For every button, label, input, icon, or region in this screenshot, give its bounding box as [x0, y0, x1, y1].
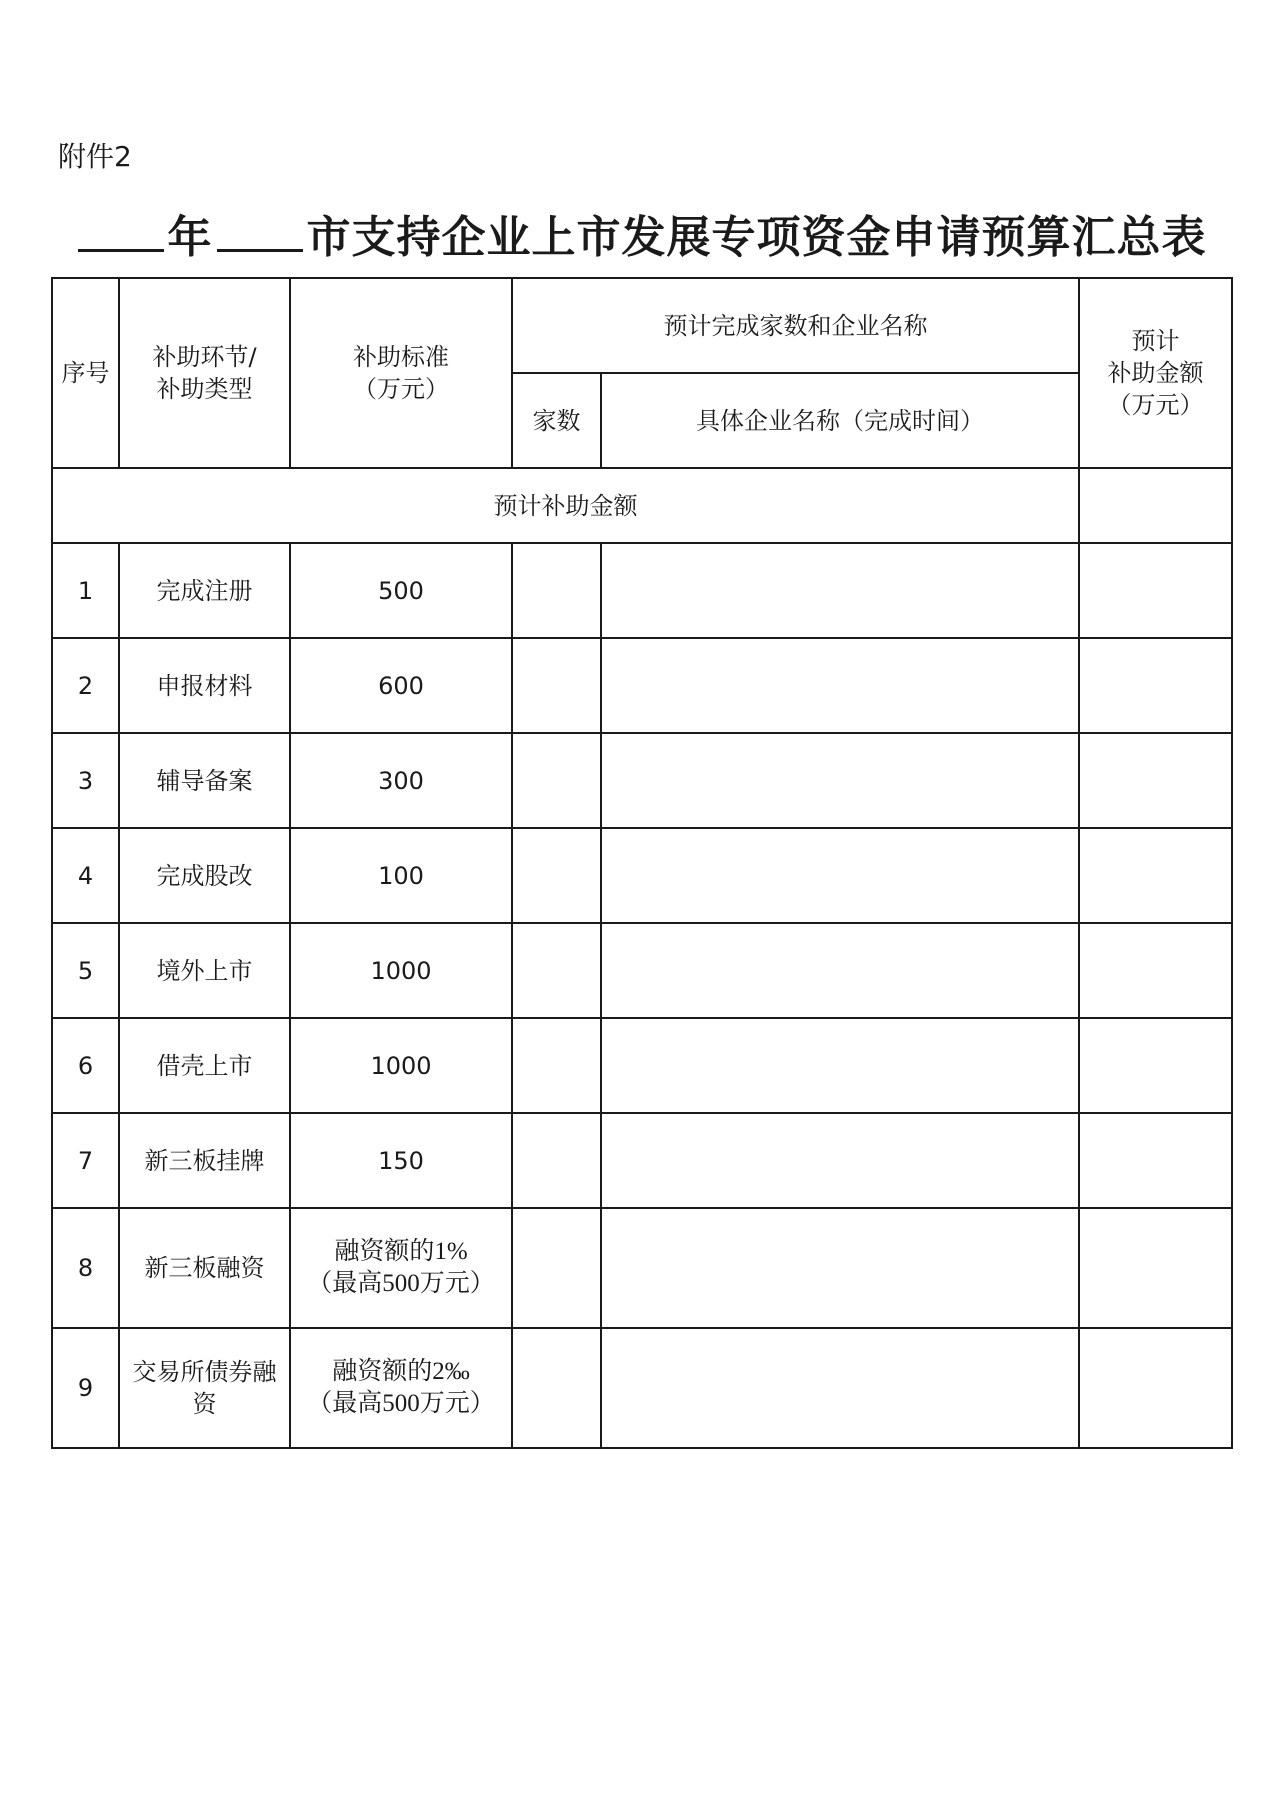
total-row	[52, 468, 1232, 543]
row-count-cell[interactable]	[512, 1113, 601, 1208]
header-company-names: 具体企业名称（完成时间）	[601, 373, 1079, 468]
row-amount-cell[interactable]	[1079, 1328, 1232, 1448]
header-amount-line3: （万元）	[1107, 391, 1204, 419]
row-type: 申报材料	[119, 638, 290, 733]
row-type	[119, 1328, 290, 1448]
row-amount-cell[interactable]	[1079, 543, 1232, 638]
table-row	[52, 543, 1232, 638]
row-company-cell[interactable]	[601, 828, 1079, 923]
row-type: 完成注册	[119, 543, 290, 638]
table-row	[52, 638, 1232, 733]
row-company-cell[interactable]	[601, 733, 1079, 828]
row-index: 2	[52, 638, 119, 733]
row-company-cell[interactable]	[601, 1113, 1079, 1208]
row-type-line2: 资	[192, 1390, 217, 1418]
row-standard-line2: （最高500万元）	[307, 1270, 495, 1297]
row-standard: 1000	[290, 923, 512, 1018]
header-type	[119, 278, 290, 468]
table-row	[52, 733, 1232, 828]
row-type-line1: 交易所债券融	[132, 1358, 277, 1386]
header-amount-line1: 预计	[1131, 327, 1180, 355]
row-count-cell[interactable]	[512, 923, 601, 1018]
row-company-cell[interactable]	[601, 1018, 1079, 1113]
row-count-cell[interactable]	[512, 828, 601, 923]
row-standard-line1: 融资额的2‰	[332, 1358, 470, 1385]
header-standard-line1: 补助标准	[353, 343, 449, 371]
row-count-cell[interactable]	[512, 543, 601, 638]
row-amount-cell[interactable]	[1079, 1018, 1232, 1113]
row-count-cell[interactable]	[512, 733, 601, 828]
page-title	[0, 205, 1280, 268]
row-amount-cell[interactable]	[1079, 828, 1232, 923]
row-standard: 100	[290, 828, 512, 923]
row-count-cell[interactable]	[512, 1018, 601, 1113]
row-amount-cell[interactable]	[1079, 733, 1232, 828]
row-standard-line2: （最高500万元）	[307, 1390, 495, 1417]
header-standard	[290, 278, 512, 468]
row-count-cell[interactable]	[512, 1208, 601, 1328]
row-type: 境外上市	[119, 923, 290, 1018]
row-company-cell[interactable]	[601, 923, 1079, 1018]
row-amount-cell[interactable]	[1079, 1208, 1232, 1328]
header-expected-group: 预计完成家数和企业名称	[512, 278, 1079, 373]
row-count-cell[interactable]	[512, 1328, 601, 1448]
table-row	[52, 1328, 1232, 1448]
row-amount-cell[interactable]	[1079, 923, 1232, 1018]
row-type: 借壳上市	[119, 1018, 290, 1113]
city-blank	[217, 205, 303, 252]
row-standard: 150	[290, 1113, 512, 1208]
header-row	[52, 278, 1232, 373]
row-company-cell[interactable]	[601, 1208, 1079, 1328]
row-type: 辅导备案	[119, 733, 290, 828]
row-index: 3	[52, 733, 119, 828]
row-standard-line1: 融资额的1%	[334, 1238, 468, 1265]
total-row-label: 预计补助金额	[52, 468, 1079, 543]
row-index: 8	[52, 1208, 119, 1328]
title-main: 市支持企业上市发展专项资金申请预算汇总表	[306, 212, 1207, 263]
row-standard	[290, 1208, 512, 1328]
row-index: 6	[52, 1018, 119, 1113]
row-index: 4	[52, 828, 119, 923]
row-standard: 300	[290, 733, 512, 828]
row-index: 1	[52, 543, 119, 638]
table-row	[52, 828, 1232, 923]
row-standard: 1000	[290, 1018, 512, 1113]
table-row	[52, 1113, 1232, 1208]
header-type-line1: 补助环节/	[152, 343, 257, 371]
table-row	[52, 923, 1232, 1018]
table-row	[52, 1018, 1232, 1113]
row-type: 新三板融资	[119, 1208, 290, 1328]
total-amount-cell[interactable]	[1079, 468, 1232, 543]
header-type-line2: 补助类型	[156, 375, 253, 403]
header-amount-line2: 补助金额	[1107, 359, 1204, 387]
row-index: 9	[52, 1328, 119, 1448]
year-blank	[78, 205, 164, 252]
title-year-suffix: 年	[167, 212, 213, 263]
row-company-cell[interactable]	[601, 543, 1079, 638]
row-type: 新三板挂牌	[119, 1113, 290, 1208]
row-standard: 500	[290, 543, 512, 638]
row-amount-cell[interactable]	[1079, 1113, 1232, 1208]
row-company-cell[interactable]	[601, 1328, 1079, 1448]
row-company-cell[interactable]	[601, 638, 1079, 733]
table-row	[52, 1208, 1232, 1328]
header-amount	[1079, 278, 1232, 468]
row-index: 7	[52, 1113, 119, 1208]
row-index: 5	[52, 923, 119, 1018]
header-index: 序号	[52, 278, 119, 468]
row-standard	[290, 1328, 512, 1448]
row-type: 完成股改	[119, 828, 290, 923]
header-standard-line2: （万元）	[353, 375, 449, 403]
attachment-label: 附件2	[58, 140, 132, 173]
budget-summary-table	[51, 277, 1233, 1449]
row-standard: 600	[290, 638, 512, 733]
row-count-cell[interactable]	[512, 638, 601, 733]
header-count: 家数	[512, 373, 601, 468]
row-amount-cell[interactable]	[1079, 638, 1232, 733]
